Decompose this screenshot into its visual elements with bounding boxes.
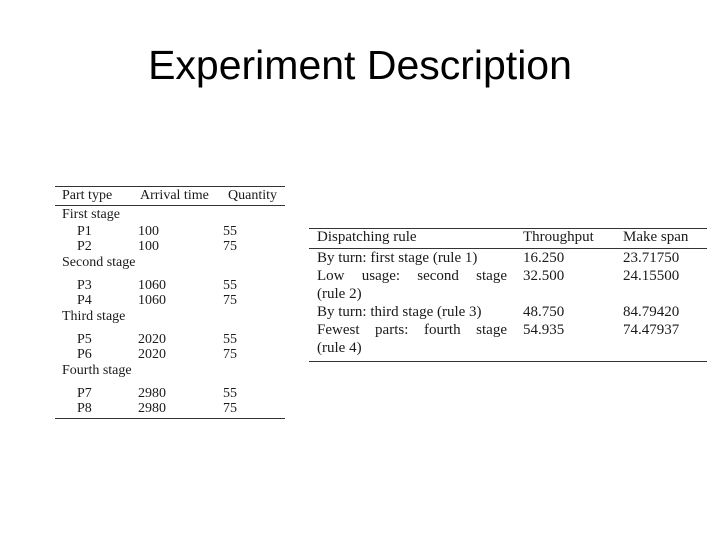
cell-throughput: 48.750: [523, 304, 565, 320]
cell-part: P5: [77, 332, 92, 347]
cell-makespan: 84.79420: [623, 304, 680, 320]
stage-label: Second stage: [62, 255, 136, 270]
stage-label: Fourth stage: [62, 363, 132, 378]
cell-part: P2: [77, 239, 92, 254]
cell-quantity: 55: [223, 332, 237, 347]
header-make-span: Make span: [623, 229, 689, 245]
cell-arrival: 2020: [138, 347, 166, 362]
cell-arrival: 2020: [138, 332, 166, 347]
cell-arrival: 1060: [138, 293, 166, 308]
table-row: [55, 239, 285, 254]
table-row: [55, 224, 285, 239]
cell-rule-continued: (rule 4): [317, 340, 362, 356]
dispatching-rule-table: [309, 228, 707, 362]
cell-makespan: 74.47937: [623, 322, 680, 338]
cell-throughput: 16.250: [523, 250, 565, 266]
table-row: [55, 347, 285, 362]
cell-part: P7: [77, 386, 92, 401]
table-row: [55, 278, 285, 293]
table-row: [309, 303, 707, 321]
table-row: [309, 321, 707, 339]
cell-quantity: 55: [223, 386, 237, 401]
cell-arrival: 2980: [138, 401, 166, 416]
table-row: [55, 332, 285, 347]
cell-quantity: 75: [223, 293, 237, 308]
arrival-table: [55, 186, 285, 419]
cell-quantity: 55: [223, 278, 237, 293]
cell-quantity: 75: [223, 239, 237, 254]
cell-arrival: 1060: [138, 278, 166, 293]
cell-arrival: 100: [138, 224, 159, 239]
table-row-continuation: [309, 339, 707, 357]
arrival-table-header: [55, 187, 285, 206]
cell-rule: Fewest parts: fourth stage: [317, 322, 507, 338]
cell-quantity: 75: [223, 347, 237, 362]
cell-throughput: 32.500: [523, 268, 565, 284]
cell-part: P4: [77, 293, 92, 308]
table-row: [55, 293, 285, 308]
cell-throughput: 54.935: [523, 322, 565, 338]
header-part-type: Part type: [62, 188, 113, 203]
table-row: [55, 401, 285, 416]
cell-makespan: 24.15500: [623, 268, 680, 284]
header-quantity: Quantity: [228, 188, 277, 203]
cell-part: P1: [77, 224, 92, 239]
cell-arrival: 100: [138, 239, 159, 254]
stage-label: First stage: [62, 207, 120, 222]
cell-part: P3: [77, 278, 92, 293]
slide-title: Experiment Description: [148, 42, 572, 88]
cell-quantity: 75: [223, 401, 237, 416]
stage-label: Third stage: [62, 309, 126, 324]
table-row: [309, 249, 707, 267]
table-row: [309, 267, 707, 285]
cell-part: P6: [77, 347, 92, 362]
cell-rule: By turn: third stage (rule 3): [317, 304, 482, 320]
cell-arrival: 2980: [138, 386, 166, 401]
cell-quantity: 55: [223, 224, 237, 239]
rule-table-header: [309, 229, 707, 249]
cell-rule-continued: (rule 2): [317, 286, 362, 302]
cell-part: P8: [77, 401, 92, 416]
table-row: [55, 386, 285, 401]
header-dispatching-rule: Dispatching rule: [317, 229, 417, 245]
cell-rule: Low usage: second stage: [317, 268, 507, 284]
header-throughput: Throughput: [523, 229, 594, 245]
cell-makespan: 23.71750: [623, 250, 680, 266]
table-row-continuation: [309, 285, 707, 303]
header-arrival-time: Arrival time: [140, 188, 209, 203]
cell-rule: By turn: first stage (rule 1): [317, 250, 478, 266]
